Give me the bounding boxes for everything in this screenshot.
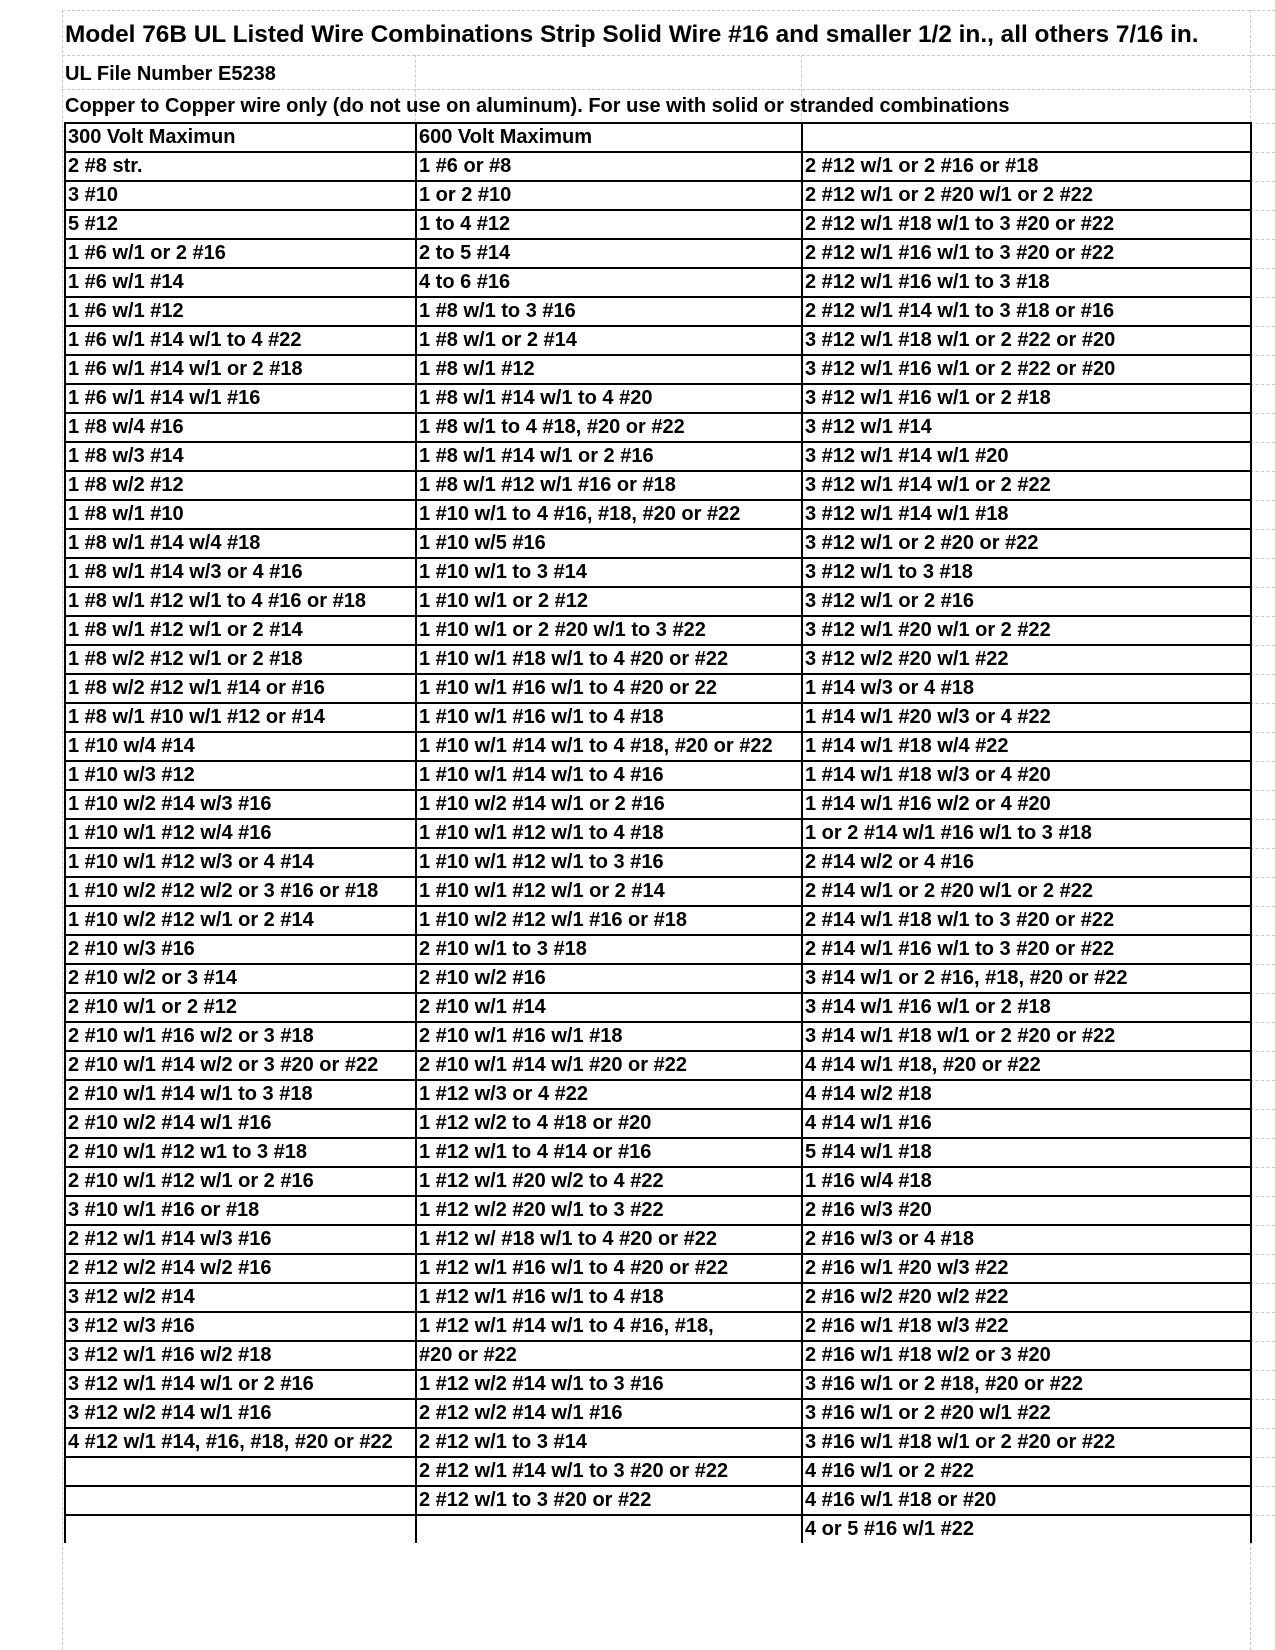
table-cell: 1 #8 w/1 #14 w/1 to 4 #20 xyxy=(416,384,802,413)
table-cell: 1 #6 w/1 #14 w/1 #16 xyxy=(65,384,416,413)
table-cell: 3 #14 w/1 #18 w/1 or 2 #20 or #22 xyxy=(802,1022,1251,1051)
table-cell: 3 #12 w/1 #14 xyxy=(802,413,1251,442)
grid-line xyxy=(1250,1283,1275,1284)
table-cell: 2 #10 w/1 or 2 #12 xyxy=(65,993,416,1022)
table-cell: 3 #10 xyxy=(65,181,416,210)
grid-line xyxy=(1250,1080,1275,1081)
table-cell: 1 #6 or #8 xyxy=(416,152,802,181)
table-cell: 1 #14 w/1 #18 w/4 #22 xyxy=(802,732,1251,761)
table-cell: 3 #12 w/1 #14 w/1 or 2 #16 xyxy=(65,1370,416,1399)
table-row xyxy=(65,993,1251,1022)
grid-line xyxy=(1250,761,1275,762)
grid-line xyxy=(1250,1022,1275,1023)
table-cell: 3 #14 w/1 #16 w/1 or 2 #18 xyxy=(802,993,1251,1022)
table-cell: 4 #14 w/1 #18, #20 or #22 xyxy=(802,1051,1251,1080)
table-row xyxy=(65,1109,1251,1138)
table-cell: 1 to 4 #12 xyxy=(416,210,802,239)
table-row xyxy=(65,1080,1251,1109)
header-blank xyxy=(802,123,1251,152)
table-cell: 1 #10 w/1 #16 w/1 to 4 #20 or 22 xyxy=(416,674,802,703)
table-row xyxy=(65,500,1251,529)
table-cell: 1 #10 w/1 to 4 #16, #18, #20 or #22 xyxy=(416,500,802,529)
table-row xyxy=(65,587,1251,616)
table-cell: 1 #10 w/1 or 2 #12 xyxy=(416,587,802,616)
grid-line xyxy=(1250,1341,1275,1342)
table-cell: 1 #10 w/1 #12 w/1 to 4 #18 xyxy=(416,819,802,848)
table-cell: 1 #10 w/1 #12 w/1 to 3 #16 xyxy=(416,848,802,877)
grid-line xyxy=(62,55,1275,56)
table-cell: 2 #16 w/3 #20 xyxy=(802,1196,1251,1225)
table-row xyxy=(65,1254,1251,1283)
table-cell: 2 #16 w/1 #18 w/3 #22 xyxy=(802,1312,1251,1341)
table-cell: 1 #12 w/3 or 4 #22 xyxy=(416,1080,802,1109)
table-cell: 1 #10 w/1 to 3 #14 xyxy=(416,558,802,587)
table-row xyxy=(65,529,1251,558)
table-cell: 2 #12 w/2 #14 w/2 #16 xyxy=(65,1254,416,1283)
table-body xyxy=(65,152,1251,1543)
table-cell: 3 #16 w/1 or 2 #18, #20 or #22 xyxy=(802,1370,1251,1399)
table-cell: 1 #10 w/1 #14 w/1 to 4 #18, #20 or #22 xyxy=(416,732,802,761)
grid-line xyxy=(1250,413,1275,414)
table-cell: 2 #10 w/2 #16 xyxy=(416,964,802,993)
grid-line xyxy=(1250,964,1275,965)
table-cell: 1 #10 w/1 #18 w/1 to 4 #20 or #22 xyxy=(416,645,802,674)
table-cell: 2 #14 w/2 or 4 #16 xyxy=(802,848,1251,877)
table-row xyxy=(65,413,1251,442)
table-cell: 1 #8 w/1 to 4 #18, #20 or #22 xyxy=(416,413,802,442)
table-row xyxy=(65,935,1251,964)
table-row xyxy=(65,732,1251,761)
table-cell: 2 #14 w/1 #16 w/1 to 3 #20 or #22 xyxy=(802,935,1251,964)
table-cell: 1 #10 w/1 or 2 #20 w/1 to 3 #22 xyxy=(416,616,802,645)
table-row xyxy=(65,1486,1251,1515)
table-cell: 2 #16 w/2 #20 w/2 #22 xyxy=(802,1283,1251,1312)
header-600-volt: 600 Volt Maximum xyxy=(416,123,802,152)
table-cell: 2 #12 w/1 #14 w/1 to 3 #20 or #22 xyxy=(416,1457,802,1486)
table-cell: 2 #10 w/1 #14 w/2 or 3 #20 or #22 xyxy=(65,1051,416,1080)
table-cell: 1 #12 w/1 to 4 #14 or #16 xyxy=(416,1138,802,1167)
grid-line xyxy=(1250,355,1275,356)
table-cell: 1 #6 w/1 #14 xyxy=(65,268,416,297)
grid-line xyxy=(1250,1109,1275,1110)
table-cell: 2 #10 w/1 to 3 #18 xyxy=(416,935,802,964)
table-cell: 2 #12 w/1 or 2 #20 w/1 or 2 #22 xyxy=(802,181,1251,210)
table-cell: 3 #16 w/1 #18 w/1 or 2 #20 or #22 xyxy=(802,1428,1251,1457)
table-cell: 4 to 6 #16 xyxy=(416,268,802,297)
table-cell: 1 #14 w/3 or 4 #18 xyxy=(802,674,1251,703)
table-cell: 3 #14 w/1 or 2 #16, #18, #20 or #22 xyxy=(802,964,1251,993)
table-cell: #20 or #22 xyxy=(416,1341,802,1370)
grid-line xyxy=(1250,500,1275,501)
table-row xyxy=(65,355,1251,384)
table-cell: 1 #12 w/1 #16 w/1 to 4 #18 xyxy=(416,1283,802,1312)
grid-line xyxy=(1250,1370,1275,1371)
table-cell: 3 #12 w/1 #14 w/1 #18 xyxy=(802,500,1251,529)
table-cell: 1 #8 w/1 #12 w/1 to 4 #16 or #18 xyxy=(65,587,416,616)
table-cell: 1 #16 w/4 #18 xyxy=(802,1167,1251,1196)
table-cell: 1 #12 w/2 #20 w/1 to 3 #22 xyxy=(416,1196,802,1225)
table-cell: 1 #10 w/1 #12 w/3 or 4 #14 xyxy=(65,848,416,877)
table-row xyxy=(65,790,1251,819)
grid-line xyxy=(1250,1515,1275,1516)
usage-note: Copper to Copper wire only (do not use on aluminum). For use with solid or stranded combinations xyxy=(65,95,1010,117)
table-cell: 2 #10 w/2 or 3 #14 xyxy=(65,964,416,993)
table-cell: 1 #6 w/1 #14 w/1 or 2 #18 xyxy=(65,355,416,384)
table-cell: 2 #12 w/1 #14 w/3 #16 xyxy=(65,1225,416,1254)
table-cell: 1 #10 w/1 #12 w/4 #16 xyxy=(65,819,416,848)
table-cell: 1 #8 w/1 #14 w/1 or 2 #16 xyxy=(416,442,802,471)
grid-line xyxy=(1250,123,1275,124)
table-cell: 2 #10 w/1 #14 w/1 #20 or #22 xyxy=(416,1051,802,1080)
table-cell: 2 #12 w/1 #16 w/1 to 3 #18 xyxy=(802,268,1251,297)
table-row xyxy=(65,1022,1251,1051)
grid-line xyxy=(1250,326,1275,327)
table-row xyxy=(65,1399,1251,1428)
table-row xyxy=(65,645,1251,674)
table-cell: 1 #10 w/4 #14 xyxy=(65,732,416,761)
grid-line xyxy=(1250,906,1275,907)
table-cell xyxy=(416,1515,802,1543)
table-cell: 1 or 2 #10 xyxy=(416,181,802,210)
table-cell: 2 #12 w/1 to 3 #14 xyxy=(416,1428,802,1457)
table-cell: 2 #12 w/2 #14 w/1 #16 xyxy=(416,1399,802,1428)
grid-line xyxy=(62,10,1275,11)
table-row xyxy=(65,616,1251,645)
table-cell: 1 #10 w/2 #14 w/1 or 2 #16 xyxy=(416,790,802,819)
table-row xyxy=(65,239,1251,268)
table-cell: 4 #14 w/1 #16 xyxy=(802,1109,1251,1138)
table-cell: 1 #8 w/2 #12 w/1 or 2 #18 xyxy=(65,645,416,674)
table-cell: 2 #16 w/1 #18 w/2 or 3 #20 xyxy=(802,1341,1251,1370)
table-cell: 2 #14 w/1 or 2 #20 w/1 or 2 #22 xyxy=(802,877,1251,906)
grid-line xyxy=(1250,384,1275,385)
table-cell: 1 #10 w/1 #12 w/1 or 2 #14 xyxy=(416,877,802,906)
ul-file-number: UL File Number E5238 xyxy=(65,63,276,85)
table-cell: 1 #8 w/1 #14 w/3 or 4 #16 xyxy=(65,558,416,587)
grid-line xyxy=(1250,645,1275,646)
table-cell xyxy=(65,1486,416,1515)
table-cell: 1 #14 w/1 #20 w/3 or 4 #22 xyxy=(802,703,1251,732)
table-cell: 1 #14 w/1 #18 w/3 or 4 #20 xyxy=(802,761,1251,790)
table-row xyxy=(65,819,1251,848)
table-cell: 4 or 5 #16 w/1 #22 xyxy=(802,1515,1251,1543)
grid-line xyxy=(1250,1138,1275,1139)
table-row xyxy=(65,268,1251,297)
table-cell: 1 #6 w/1 #14 w/1 to 4 #22 xyxy=(65,326,416,355)
grid-line xyxy=(1250,674,1275,675)
table-row xyxy=(65,384,1251,413)
grid-line xyxy=(1250,848,1275,849)
table-row xyxy=(65,1167,1251,1196)
grid-line xyxy=(1250,558,1275,559)
grid-line xyxy=(1250,1457,1275,1458)
table-cell: 2 #10 w/1 #12 w/1 or 2 #16 xyxy=(65,1167,416,1196)
table-row xyxy=(65,703,1251,732)
table-row xyxy=(65,297,1251,326)
grid-line xyxy=(1250,790,1275,791)
table-cell: 4 #16 w/1 #18 or #20 xyxy=(802,1486,1251,1515)
table-cell: 1 #10 w/2 #12 w/1 or 2 #14 xyxy=(65,906,416,935)
table-cell: 1 #8 w/1 to 3 #16 xyxy=(416,297,802,326)
table-cell: 5 #14 w/1 #18 xyxy=(802,1138,1251,1167)
table-cell: 2 #12 w/1 or 2 #16 or #18 xyxy=(802,152,1251,181)
grid-line xyxy=(1250,471,1275,472)
grid-line xyxy=(1250,1196,1275,1197)
table-cell: 1 #8 w/1 #14 w/4 #18 xyxy=(65,529,416,558)
grid-line xyxy=(1250,1254,1275,1255)
table-row xyxy=(65,152,1251,181)
grid-line xyxy=(1250,1051,1275,1052)
grid-line xyxy=(1250,268,1275,269)
table-cell: 2 #10 w/2 #14 w/1 #16 xyxy=(65,1109,416,1138)
table-cell: 1 #6 w/1 or 2 #16 xyxy=(65,239,416,268)
table-cell: 2 #16 w/1 #20 w/3 #22 xyxy=(802,1254,1251,1283)
table-cell: 1 #8 w/1 #12 w/1 or 2 #14 xyxy=(65,616,416,645)
grid-line xyxy=(1250,210,1275,211)
table-cell: 1 #10 w/2 #14 w/3 #16 xyxy=(65,790,416,819)
wire-combination-table xyxy=(64,122,1252,1543)
table-cell: 2 #12 w/1 #18 w/1 to 3 #20 or #22 xyxy=(802,210,1251,239)
table-row xyxy=(65,1428,1251,1457)
table-cell: 3 #12 w/1 #14 w/1 or 2 #22 xyxy=(802,471,1251,500)
table-cell: 1 #8 w/1 #10 xyxy=(65,500,416,529)
table-cell: 1 #8 w/1 #12 w/1 #16 or #18 xyxy=(416,471,802,500)
table-cell: 3 #10 w/1 #16 or #18 xyxy=(65,1196,416,1225)
table-row xyxy=(65,1341,1251,1370)
table-cell: 2 #10 w/1 #14 w/1 to 3 #18 xyxy=(65,1080,416,1109)
table-cell: 1 #12 w/1 #20 w/2 to 4 #22 xyxy=(416,1167,802,1196)
table-row xyxy=(65,558,1251,587)
grid-line xyxy=(1250,1428,1275,1429)
table-cell: 3 #12 w/1 #16 w/2 #18 xyxy=(65,1341,416,1370)
table-row xyxy=(65,761,1251,790)
grid-line xyxy=(1250,442,1275,443)
table-row xyxy=(65,1283,1251,1312)
table-cell: 4 #14 w/2 #18 xyxy=(802,1080,1251,1109)
table-row xyxy=(65,877,1251,906)
grid-line xyxy=(62,10,63,1650)
table-cell: 1 #10 w/1 #16 w/1 to 4 #18 xyxy=(416,703,802,732)
table-cell: 3 #12 w/1 to 3 #18 xyxy=(802,558,1251,587)
grid-line xyxy=(1250,297,1275,298)
grid-line xyxy=(1250,587,1275,588)
header-300-volt: 300 Volt Maximun xyxy=(65,123,416,152)
grid-line xyxy=(1250,1486,1275,1487)
table-cell: 1 #12 w/ #18 w/1 to 4 #20 or #22 xyxy=(416,1225,802,1254)
table-cell xyxy=(65,1457,416,1486)
table-row xyxy=(65,1457,1251,1486)
grid-line xyxy=(62,89,1275,90)
page-title: Model 76B UL Listed Wire Combinations Strip Solid Wire #16 and smaller 1/2 in., all others 7/16 in. xyxy=(65,21,1199,48)
table-cell: 2 #12 w/1 #14 w/1 to 3 #18 or #16 xyxy=(802,297,1251,326)
table-cell: 2 #10 w/1 #16 w/2 or 3 #18 xyxy=(65,1022,416,1051)
table-cell: 3 #12 w/1 or 2 #20 or #22 xyxy=(802,529,1251,558)
grid-line xyxy=(1250,1399,1275,1400)
table-cell: 2 #10 w/3 #16 xyxy=(65,935,416,964)
table-cell: 2 #14 w/1 #18 w/1 to 3 #20 or #22 xyxy=(802,906,1251,935)
table-cell: 3 #12 w/2 #14 xyxy=(65,1283,416,1312)
table-row xyxy=(65,906,1251,935)
table-cell: 1 #12 w/1 #14 w/1 to 4 #16, #18, xyxy=(416,1312,802,1341)
table-row xyxy=(65,674,1251,703)
table-row xyxy=(65,1225,1251,1254)
table-cell: 1 #8 w/3 #14 xyxy=(65,442,416,471)
table-cell: 5 #12 xyxy=(65,210,416,239)
grid-line xyxy=(1250,877,1275,878)
table-cell: 1 #10 w/1 #14 w/1 to 4 #16 xyxy=(416,761,802,790)
table-row xyxy=(65,326,1251,355)
grid-line xyxy=(1250,819,1275,820)
table-cell: 2 #10 w/1 #12 w1 to 3 #18 xyxy=(65,1138,416,1167)
table-cell: 1 #8 w/1 #10 w/1 #12 or #14 xyxy=(65,703,416,732)
table-cell: 2 #8 str. xyxy=(65,152,416,181)
table-cell: 3 #12 w/1 #18 w/1 or 2 #22 or #20 xyxy=(802,326,1251,355)
table-cell: 3 #12 w/2 #14 w/1 #16 xyxy=(65,1399,416,1428)
table-cell: 1 #8 w/2 #12 xyxy=(65,471,416,500)
table-cell: 2 #10 w/1 #16 w/1 #18 xyxy=(416,1022,802,1051)
table-cell: 1 #10 w/2 #12 w/2 or 3 #16 or #18 xyxy=(65,877,416,906)
grid-line xyxy=(1250,935,1275,936)
table-row xyxy=(65,181,1251,210)
table-cell: 3 #12 w/1 #20 w/1 or 2 #22 xyxy=(802,616,1251,645)
grid-line xyxy=(1250,152,1275,153)
table-cell: 1 #10 w/2 #12 w/1 #16 or #18 xyxy=(416,906,802,935)
table-cell: 3 #12 w/1 #16 w/1 or 2 #18 xyxy=(802,384,1251,413)
table-cell: 1 #12 w/1 #16 w/1 to 4 #20 or #22 xyxy=(416,1254,802,1283)
grid-line xyxy=(1250,616,1275,617)
table-cell: 1 #10 w/3 #12 xyxy=(65,761,416,790)
grid-line xyxy=(1250,703,1275,704)
table-cell: 2 #16 w/3 or 4 #18 xyxy=(802,1225,1251,1254)
table-cell: 3 #12 w/3 #16 xyxy=(65,1312,416,1341)
table-cell: 2 #12 w/1 #16 w/1 to 3 #20 or #22 xyxy=(802,239,1251,268)
table-cell xyxy=(65,1515,416,1543)
table-row xyxy=(65,471,1251,500)
table-cell: 1 #8 w/4 #16 xyxy=(65,413,416,442)
table-cell: 2 to 5 #14 xyxy=(416,239,802,268)
table-cell: 1 #8 w/1 #12 xyxy=(416,355,802,384)
table-cell: 1 #12 w/2 to 4 #18 or #20 xyxy=(416,1109,802,1138)
table-row xyxy=(65,442,1251,471)
table-cell: 1 or 2 #14 w/1 #16 w/1 to 3 #18 xyxy=(802,819,1251,848)
table-row xyxy=(65,848,1251,877)
table-header-row xyxy=(65,123,1251,152)
table-cell: 3 #12 w/1 #16 w/1 or 2 #22 or #20 xyxy=(802,355,1251,384)
table-cell: 4 #12 w/1 #14, #16, #18, #20 or #22 xyxy=(65,1428,416,1457)
grid-line xyxy=(1250,529,1275,530)
grid-line xyxy=(1250,1167,1275,1168)
table-cell: 3 #12 w/1 #14 w/1 #20 xyxy=(802,442,1251,471)
table-cell: 3 #16 w/1 or 2 #20 w/1 #22 xyxy=(802,1399,1251,1428)
table-cell: 2 #10 w/1 #14 xyxy=(416,993,802,1022)
table-cell: 1 #6 w/1 #12 xyxy=(65,297,416,326)
table-cell: 1 #10 w/5 #16 xyxy=(416,529,802,558)
table-cell: 3 #12 w/2 #20 w/1 #22 xyxy=(802,645,1251,674)
grid-line xyxy=(1250,732,1275,733)
table-row xyxy=(65,1051,1251,1080)
table-row xyxy=(65,1196,1251,1225)
table-cell: 2 #12 w/1 to 3 #20 or #22 xyxy=(416,1486,802,1515)
grid-line xyxy=(1250,1225,1275,1226)
grid-line xyxy=(1250,181,1275,182)
table-row xyxy=(65,1312,1251,1341)
table-cell: 1 #8 w/2 #12 w/1 #14 or #16 xyxy=(65,674,416,703)
table-row xyxy=(65,1138,1251,1167)
table-row xyxy=(65,1515,1251,1543)
table-cell: 1 #14 w/1 #16 w/2 or 4 #20 xyxy=(802,790,1251,819)
grid-line xyxy=(1250,239,1275,240)
table-row xyxy=(65,964,1251,993)
table-cell: 4 #16 w/1 or 2 #22 xyxy=(802,1457,1251,1486)
table-row xyxy=(65,1370,1251,1399)
table-cell: 1 #8 w/1 or 2 #14 xyxy=(416,326,802,355)
table-cell: 3 #12 w/1 or 2 #16 xyxy=(802,587,1251,616)
grid-line xyxy=(1250,993,1275,994)
table-cell: 1 #12 w/2 #14 w/1 to 3 #16 xyxy=(416,1370,802,1399)
grid-line xyxy=(1250,1312,1275,1313)
table-row xyxy=(65,210,1251,239)
